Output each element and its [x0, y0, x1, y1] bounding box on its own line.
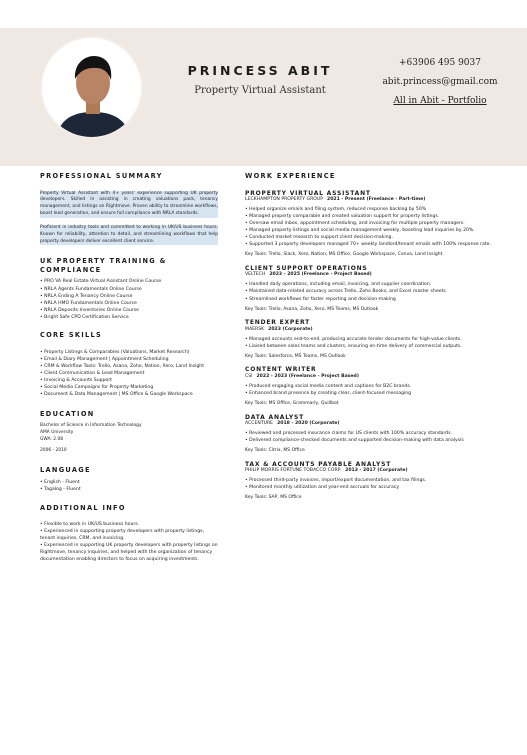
list-item: • Helped organize emails and filing system, reduced response backlog by 50% — [245, 206, 503, 213]
job-title: DATA ANALYST — [245, 413, 305, 421]
job-bullets — [245, 336, 503, 350]
job-org — [245, 197, 503, 203]
education-years: 2006 - 2010 — [40, 447, 67, 453]
job-entry — [245, 265, 503, 313]
job-org — [245, 272, 503, 278]
list-item: • Experienced in supporting UK property developers with property listings on Rightmove, tenancy inquiries, and helped with the organization of tenancy documentation enabling directors to focus on acquiring investments. — [40, 542, 218, 563]
portfolio-link[interactable]: All in Abit - Portfolio — [393, 96, 487, 106]
additional-list — [40, 521, 218, 564]
job-entry — [245, 366, 503, 407]
list-item: • NRLA Agents Fundamentals Online Course — [40, 286, 218, 293]
list-item: • Maintained data-related accuracy across Trello, Zoho Books, and Excel master sheets. — [245, 288, 503, 295]
job-company: CSI — [245, 373, 253, 379]
list-item: • Enhanced brand presence by creating clear, client-focused messaging — [245, 390, 503, 397]
list-item: • PRO VA Real Estate Virtual Assistant Online Course — [40, 278, 218, 285]
list-item: • Invoicing & Accounts Support — [40, 377, 218, 384]
language-heading: LANGUAGE — [40, 466, 91, 475]
skills-list — [40, 349, 218, 399]
list-item: • Monitored monthly utilization and year-end accruals for accuracy — [245, 484, 503, 491]
job-tools: Key Tools: Salesforce, MS Teams, MS Outlook — [245, 353, 346, 359]
job-tools: Key Tools: SAP, MS Office — [245, 495, 302, 501]
list-item: • NRLA Deposits Inventories Online Course — [40, 307, 218, 314]
summary-paragraph-2: Proficient in industry tools and committed to working in UK/US business hours. Known for reliability, attention to detail, and streamlining workflows that help property developers deliver excellent client service. — [40, 224, 218, 244]
list-item: • Email & Diary Management | Appointment Scheduling — [40, 356, 218, 363]
job-dates: 2018 - 2020 (Corporate) — [277, 420, 340, 426]
training-heading: UK PROPERTY TRAINING & COMPLIANCE — [40, 257, 167, 274]
education-gwa: GWA: 2.08 — [40, 436, 64, 442]
left-column — [40, 172, 218, 563]
language-list — [40, 479, 218, 493]
job-dates: 2021 - Present (Freelance - Part-time) — [327, 196, 426, 202]
education-degree: Bachelor of Science in Information Technology — [40, 423, 142, 429]
job-tools: Key Tools: MS Office, Grammarly, Quillbot — [245, 400, 339, 406]
job-dates: 2023 (Corporate) — [268, 326, 313, 332]
list-item: • Property Listings & Comparables (Valuations, Market Research) — [40, 349, 218, 356]
list-item: • Reviewed and processed insurance claims for US clients with 100% accuracy standards. — [245, 430, 503, 437]
job-entry — [245, 414, 503, 455]
job-dates: 2013 - 2017 (Corporate) — [345, 467, 408, 473]
skills-heading: CORE SKILLS — [40, 331, 103, 340]
job-tools: Key Tools: Citrix, MS Office — [245, 447, 305, 453]
phone-number: +63906 495 9037 — [399, 58, 481, 68]
list-item: • Experienced in supporting property developers with property listings, tenant inquiries, CRM, and invoicing. — [40, 528, 218, 542]
work-heading: WORK EXPERIENCE — [245, 172, 336, 180]
list-item: • Liaised between sales teams and clusters, ensuring on-time delivery of commercial outputs. — [245, 343, 503, 350]
training-list — [40, 278, 218, 321]
job-company: MAERSK — [245, 326, 265, 332]
list-item: • English - Fluent — [40, 479, 218, 486]
job-company: LECKHAMPTON PROPERTY GROUP — [245, 196, 324, 202]
job-bullets — [245, 430, 503, 444]
list-item: • Flexible to work in UK/US business hours. — [40, 521, 218, 528]
list-item: • Supported 3 property developers managed 70+ weekly landlord/tenant emails with 100% response rate. — [245, 241, 503, 248]
list-item: • Oversaw email inbox, appointment scheduling, and invoicing for multiple property managers. — [245, 220, 503, 227]
list-item: • CRM & Workflow Tools: Trello, Asana, Zoho, Nation, Xero, Land Insight — [40, 363, 218, 370]
email-address[interactable]: abit.princess@gmail.com — [382, 77, 498, 87]
job-title: CLIENT SUPPORT OPERATIONS — [245, 265, 368, 273]
job-tools: Key Tools: Trello, Asana, Zoho, Xero, MS Teams, MS Outlook — [245, 306, 379, 312]
list-item: • Document & Data Management | MS Office & Google Workspace — [40, 391, 218, 398]
list-item: • Handled daily operations, including email, invoicing, and supplier coordination. — [245, 281, 503, 288]
job-title: TENDER EXPERT — [245, 319, 311, 327]
summary-heading: PROFESSIONAL SUMMARY — [40, 172, 163, 180]
candidate-name: PRINCESS ABIT — [187, 63, 333, 78]
job-company: ACCENTURE — [245, 420, 274, 426]
job-title: TAX & ACCOUNTS PAYABLE ANALYST — [245, 460, 392, 468]
job-org — [245, 327, 503, 333]
job-dates: 2022 - 2023 (Freelance - Project Based) — [256, 373, 359, 379]
job-title: CONTENT WRITER — [245, 366, 317, 374]
summary-paragraph-1: Property Virtual Assistant with 4+ years' experience supporting UK property developers. Skilled in assisting in creating valuations pack, tenancy management, and listings on Rightmove. Proven ability to streamline workflows, boost lead generation, and ensure full compliance with NRLA standards. — [40, 190, 218, 217]
list-item: • Managed accounts end-to-end, producing accurate tender documents for high-value clients. — [245, 336, 503, 343]
job-title: PROPERTY VIRTUAL ASSISTANT — [245, 189, 371, 197]
job-entry — [245, 319, 503, 360]
resume-header — [0, 28, 527, 166]
avatar — [40, 36, 143, 139]
top-strip — [0, 0, 527, 28]
list-item: • Tagalog - Fluent — [40, 486, 218, 493]
list-item: • NRLA Ending A Tenancy Online Course — [40, 293, 218, 300]
list-item: • Streamlined workflows for faster reporting and decision-making — [245, 296, 503, 303]
list-item: • Managed property comparable and created valuation support for property listings. — [245, 213, 503, 220]
job-bullets — [245, 206, 503, 249]
job-org — [245, 468, 503, 474]
education-heading: EDUCATION — [40, 410, 95, 419]
list-item: • Client Communication & Lead Management — [40, 370, 218, 377]
list-item: • Processed third-party invoices, import/export documentation, and tax filings. — [245, 477, 503, 484]
job-entry — [245, 461, 503, 502]
job-org — [245, 374, 503, 380]
right-column — [245, 172, 503, 508]
list-item: • Conducted market research to support client decision-making. — [245, 234, 503, 241]
job-dates: 2023 - 2025 (Freelance - Project Based) — [269, 272, 372, 278]
job-org — [245, 421, 503, 427]
job-company: PHILIP MORRIS FORTUNE TOBACCO CORP. — [245, 467, 342, 473]
candidate-role: Property Virtual Assistant — [194, 85, 326, 96]
list-item: • NRLA HMO Fundamentals Online Course — [40, 300, 218, 307]
job-company: VELTECH — [245, 272, 266, 278]
job-bullets — [245, 383, 503, 397]
job-tools: Key Tools: Trello, Slack, Xero, Nation, MS Office, Google Workspace, Canva, Land Insight — [245, 252, 443, 258]
additional-heading: ADDITIONAL INFO — [40, 504, 126, 513]
list-item: • Delivered compliance-checked documents and supported decision-making with data analysis — [245, 437, 503, 444]
list-item: • Produced engaging social media content and captions for B2C brands. — [245, 383, 503, 390]
list-item: • Social Media Campaigns for Property Marketing — [40, 384, 218, 391]
job-entry — [245, 190, 503, 260]
job-bullets — [245, 281, 503, 302]
list-item: • Bright Safe CPD Certification Service — [40, 314, 218, 321]
job-bullets — [245, 477, 503, 491]
list-item: • Managed property listings and social media management weekly, boosting lead inquiries by 20%. — [245, 227, 503, 234]
education-school: AMA University — [40, 429, 74, 435]
